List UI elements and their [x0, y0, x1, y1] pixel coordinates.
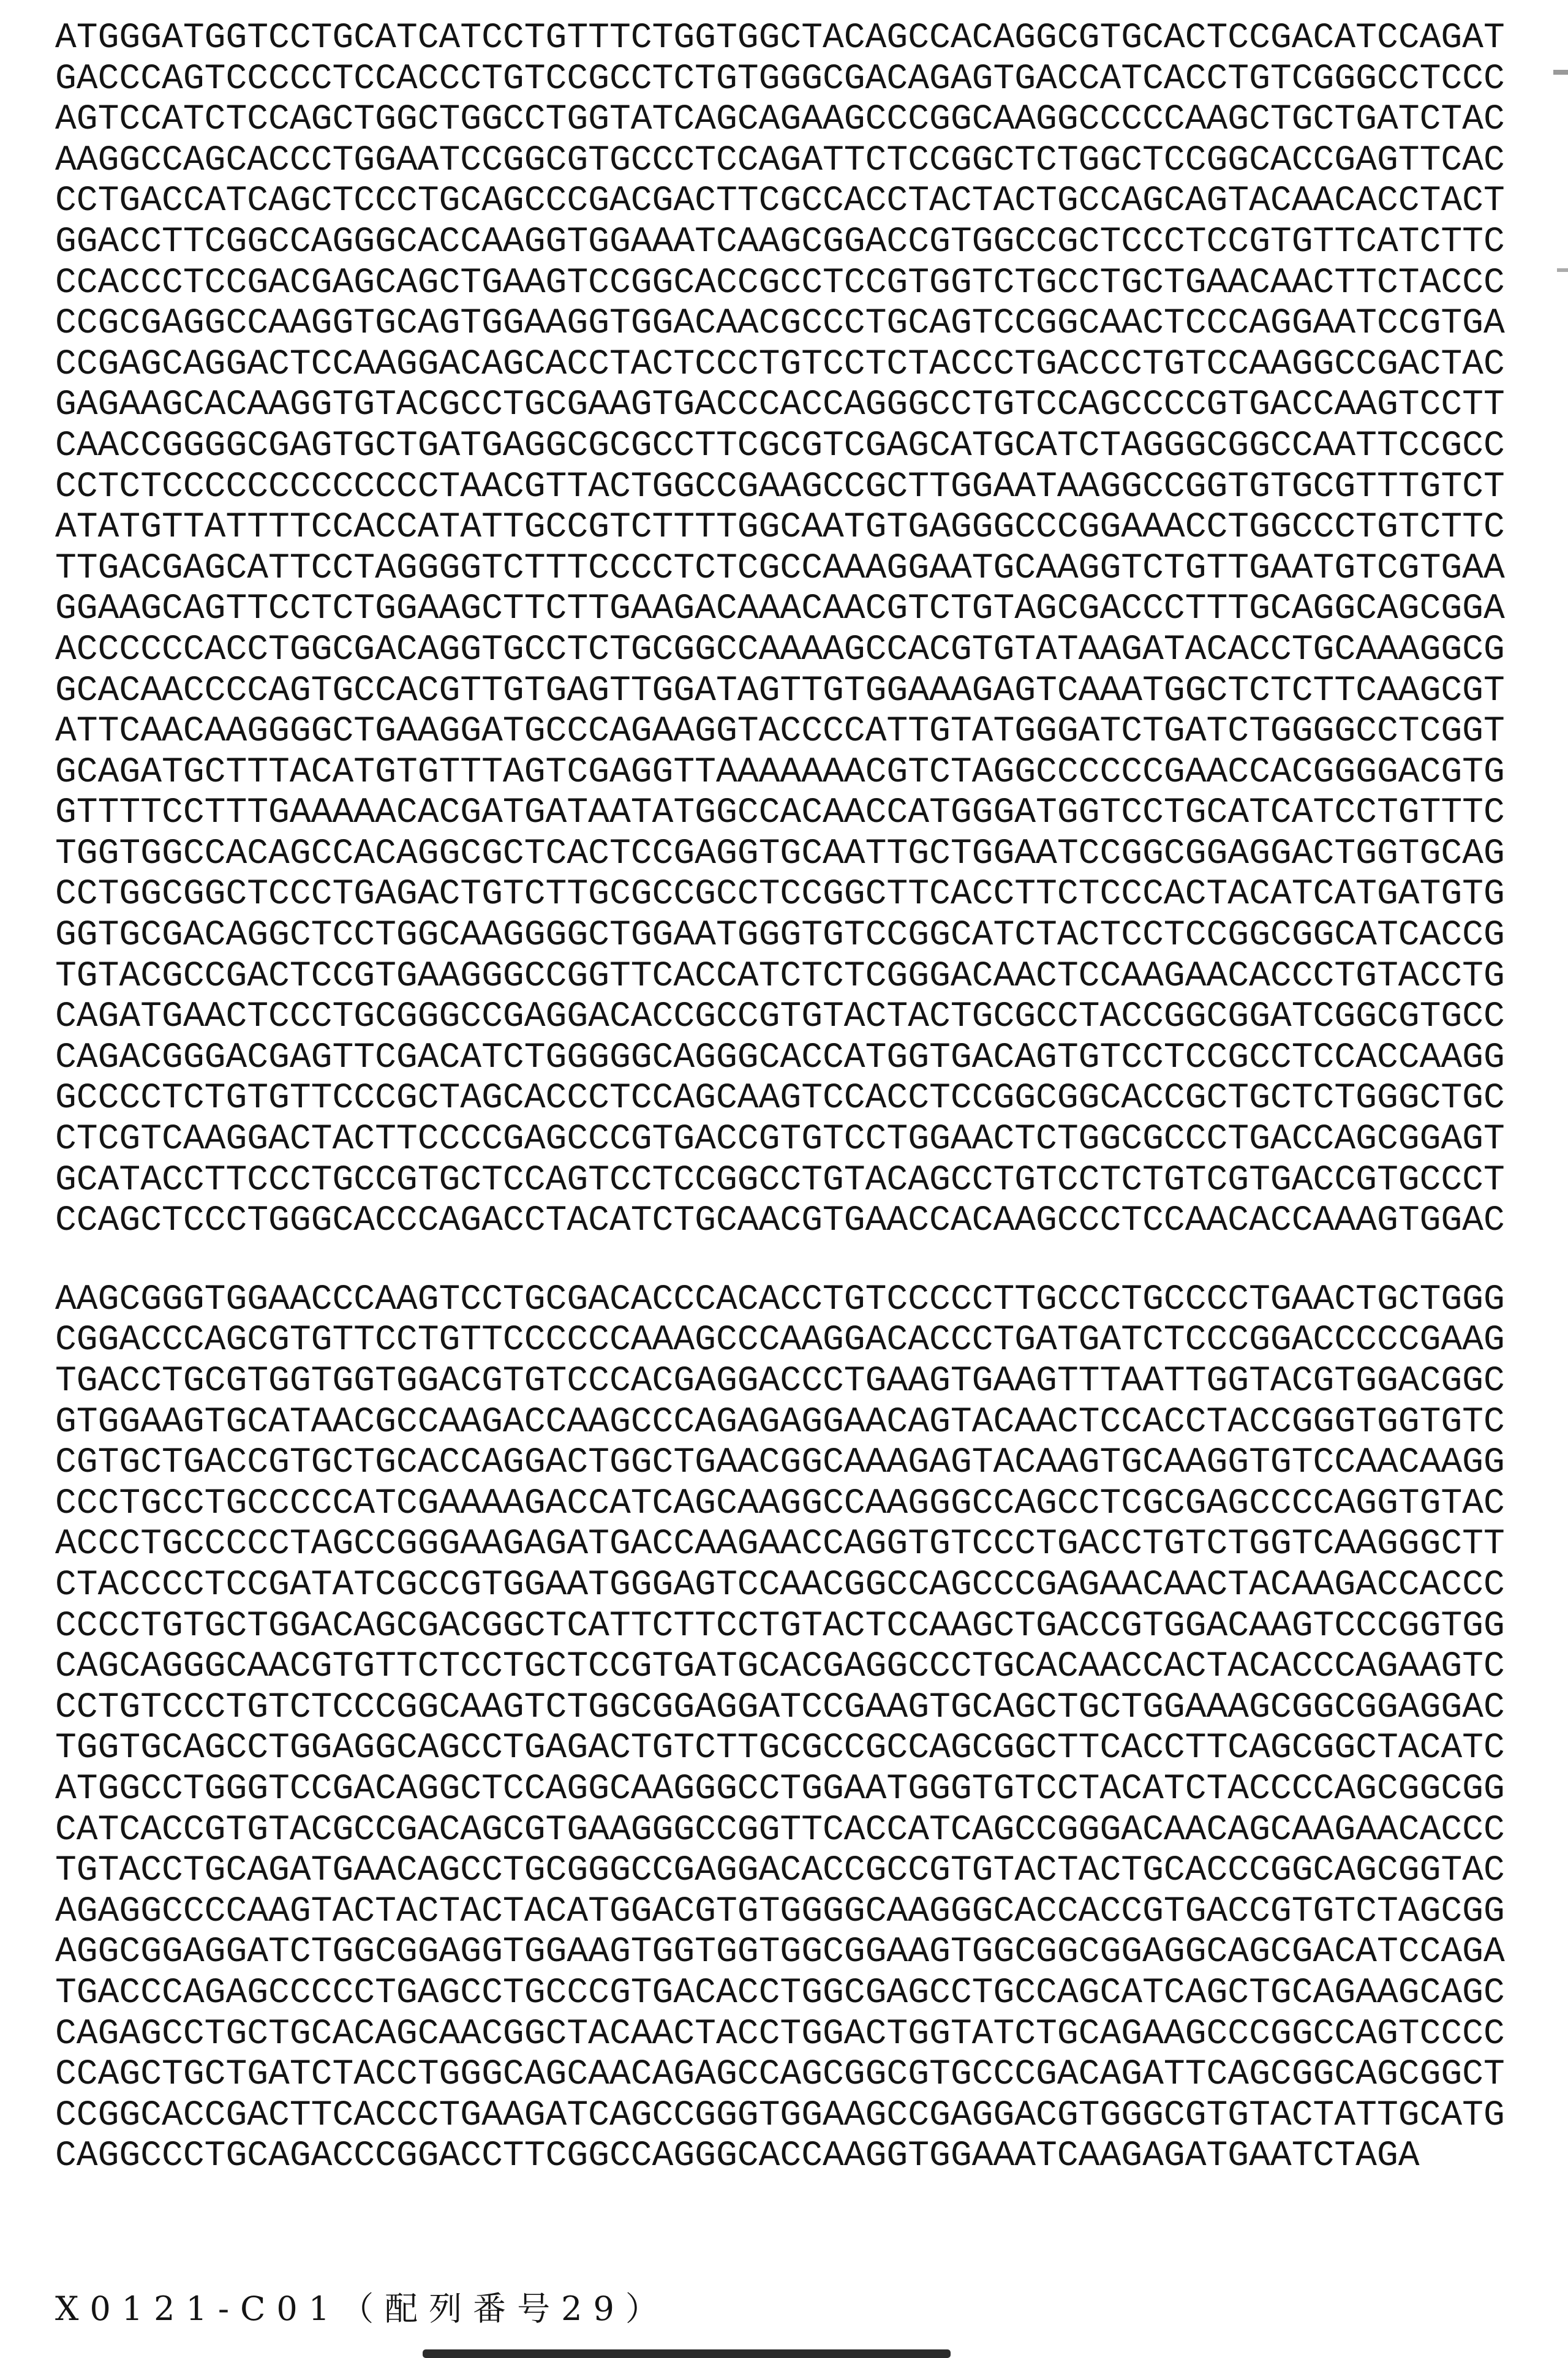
sequence-line: CGTGCTGACCGTGCTGCACCAGGACTGGCTGAACGGCAAAGAGTACAAGTGCAAGGTGTCCAACAAGG — [55, 1443, 1505, 1483]
sequence-line: CCAGCTGCTGATCTACCTGGGCAGCAACAGAGCCAGCGGCGTGCCCGACAGATTCAGCGGCAGCGGCT — [55, 2055, 1505, 2095]
sequence-line: ATTCAACAAGGGGCTGAAGGATGCCCAGAAGGTACCCCATTGTATGGGATCTGATCTGGGGCCTCGGT — [55, 712, 1505, 752]
sequence-line: GCAGATGCTTTACATGTGTTTAGTCGAGGTTAAAAAAACGTCTAGGCCCCCCGAACCACGGGGACGTG — [55, 752, 1505, 793]
scan-artifact-right-edge-2 — [1557, 268, 1568, 272]
sequence-line: AGTCCATCTCCAGCTGGCTGGCCTGGTATCAGCAGAAGCCCGGCAAGGCCCCCAAGCTGCTGATCTAC — [55, 100, 1505, 140]
sequence-line: CCACCCTCCGACGAGCAGCTGAAGTCCGGCACCGCCTCCGTGGTCTGCCTGCTGAACAACTTCTACCC — [55, 263, 1505, 303]
dna-sequence-block-1 — [55, 18, 1568, 1242]
sequence-line: ATGGGATGGTCCTGCATCATCCTGTTTCTGGTGGCTACAGCCACAGGCGTGCACTCCGACATCCAGAT — [55, 18, 1505, 58]
sequence-line: CAGGCCCTGCAGACCCGGACCTTCGGCCAGGGCACCAAGGTGGAAATCAAGAGATGAATCTAGA — [55, 2136, 1420, 2177]
sequence-line: GGTGCGACAGGCTCCTGGCAAGGGGCTGGAATGGGTGTCCGGCATCTACTCCTCCGGCGGCATCACCG — [55, 916, 1505, 956]
sequence-line: AAGCGGGTGGAACCCAAGTCCTGCGACACCCACACCTGTCCCCCTTGCCCTGCCCCTGAACTGCTGGG — [55, 1279, 1505, 1320]
sequence-line: GCCCCTCTGTGTTCCCGCTAGCACCCTCCAGCAAGTCCACCTCCGGCGGCACCGCTGCTCTGGGCTGC — [55, 1079, 1505, 1119]
sequence-line: CCTGACCATCAGCTCCCTGCAGCCCGACGACTTCGCCACCTACTACTGCCAGCAGTACAACACCTACT — [55, 181, 1505, 222]
sequence-line: ACCCCCCACCTGGCGACAGGTGCCTCTGCGGCCAAAAGCCACGTGTATAAGATACACCTGCAAAGGCG — [55, 630, 1505, 670]
sequence-line: CCTGTCCCTGTCTCCCGGCAAGTCTGGCGGAGGATCCGAAGTGCAGCTGCTGGAAAGCGGCGGAGGAC — [55, 1687, 1505, 1728]
sequence-line: CAGCAGGGCAACGTGTTCTCCTGCTCCGTGATGCACGAGGCCCTGCACAACCACTACACCCAGAAGTC — [55, 1647, 1505, 1687]
clone-id-label: X0121-C01（配列番号29） — [55, 2289, 669, 2328]
sequence-line: CAACCGGGGCGAGTGCTGATGAGGCGCGCCTTCGCGTCGAGCATGCATCTAGGGCGGCCAATTCCGCC — [55, 426, 1505, 466]
sequence-line: CCCCTGTGCTGGACAGCGACGGCTCATTCTTCCTGTACTCCAAGCTGACCGTGGACAAGTCCCGGTGG — [55, 1606, 1505, 1646]
sequence-line: GAGAAGCACAAGGTGTACGCCTGCGAAGTGACCCACCAGGGCCTGTCCAGCCCCGTGACCAAGTCCTT — [55, 385, 1505, 426]
sequence-line: AAGGCCAGCACCCTGGAATCCGGCGTGCCCTCCAGATTCTCCGGCTCTGGCTCCGGCACCGAGTTCAC — [55, 140, 1505, 181]
scan-artifact-bottom-smudge — [423, 2349, 951, 2358]
sequence-line: CCGGCACCGACTTCACCCTGAAGATCAGCCGGGTGGAAGCCGAGGACGTGGGCGTGTACTATTGCATG — [55, 2095, 1505, 2136]
sequence-line: ACCCTGCCCCCTAGCCGGGAAGAGATGACCAAGAACCAGGTGTCCCTGACCTGTCTGGTCAAGGGCTT — [55, 1524, 1505, 1565]
sequence-line: CCCTGCCTGCCCCCATCGAAAAGACCATCAGCAAGGCCAAGGGCCAGCCTCGCGAGCCCCAGGTGTAC — [55, 1483, 1505, 1524]
sequence-line: CCTGGCGGCTCCCTGAGACTGTCTTGCGCCGCCTCCGGCTTCACCTTCTCCCACTACATCATGATGTG — [55, 875, 1505, 915]
sequence-line: TGTACGCCGACTCCGTGAAGGGCCGGTTCACCATCTCTCGGGACAACTCCAAGAACACCCTGTACCTG — [55, 956, 1505, 996]
block-gap — [55, 1242, 1568, 1280]
dna-sequence-block-2 — [55, 1280, 1568, 2177]
sequence-line: GCATACCTTCCCTGCCGTGCTCCAGTCCTCCGGCCTGTACAGCCTGTCCTCTGTCGTGACCGTGCCCT — [55, 1160, 1505, 1200]
sequence-line: CCGAGCAGGACTCCAAGGACAGCACCTACTCCCTGTCCTCTACCCTGACCCTGTCCAAGGCCGACTAC — [55, 344, 1505, 385]
sequence-line: TGACCTGCGTGGTGGTGGACGTGTCCCACGAGGACCCTGAAGTGAAGTTTAATTGGTACGTGGACGGC — [55, 1362, 1505, 1401]
sequence-line: GGAAGCAGTTCCTCTGGAAGCTTCTTGAAGACAAACAACGTCTGTAGCGACCCTTTGCAGGCAGCGGA — [55, 589, 1505, 630]
sequence-line: CATCACCGTGTACGCCGACAGCGTGAAGGGCCGGTTCACCATCAGCCGGGACAACAGCAAGAACACCC — [55, 1810, 1505, 1850]
sequence-line: TGTACCTGCAGATGAACAGCCTGCGGGCCGAGGACACCGCCGTGTACTACTGCACCCGGCAGCGGTAC — [55, 1851, 1505, 1891]
sequence-line: GACCCAGTCCCCCTCCACCCTGTCCGCCTCTGTGGGCGACAGAGTGACCATCACCTGTCGGGCCTCCC — [55, 59, 1505, 99]
sequence-line: ATGGCCTGGGTCCGACAGGCTCCAGGCAAGGGCCTGGAATGGGTGTCCTACATCTACCCCAGCGGCGG — [55, 1769, 1505, 1809]
sequence-line: AGAGGCCCCAAGTACTACTACTACATGGACGTGTGGGGCAAGGGCACCACCGTGACCGTGTCTAGCGG — [55, 1891, 1505, 1932]
sequence-line: CCAGCTCCCTGGGCACCCAGACCTACATCTGCAACGTGAACCACAAGCCCTCCAACACCAAAGTGGAC — [55, 1201, 1505, 1241]
sequence-line: CTCGTCAAGGACTACTTCCCCGAGCCCGTGACCGTGTCCTGGAACTCTGGCGCCCTGACCAGCGGAGT — [55, 1120, 1505, 1160]
sequence-line: TGACCCAGAGCCCCCTGAGCCTGCCCGTGACACCTGGCGAGCCTGCCAGCATCAGCTGCAGAAGCAGC — [55, 1973, 1505, 2013]
sequence-line: CAGATGAACTCCCTGCGGGCCGAGGACACCGCCGTGTACTACTGCGCCTACCGGCGGATCGGCGTGCC — [55, 997, 1505, 1038]
sequence-line: GTTTTCCTTTGAAAAACACGATGATAATATGGCCACAACCATGGGATGGTCCTGCATCATCCTGTTTC — [55, 793, 1505, 834]
sequence-line: TTGACGAGCATTCCTAGGGGTCTTTCCCCTCTCGCCAAAGGAATGCAAGGTCTGTTGAATGTCGTGAA — [55, 548, 1505, 589]
scan-artifact-right-edge-1 — [1553, 70, 1568, 75]
sequence-line: CAGACGGGACGAGTTCGACATCTGGGGGCAGGGCACCATGGTGACAGTGTCCTCCGCCTCCACCAAGG — [55, 1038, 1505, 1078]
sequence-line: CAGAGCCTGCTGCACAGCAACGGCTACAACTACCTGGACTGGTATCTGCAGAAGCCCGGCCAGTCCCC — [55, 2014, 1505, 2054]
sequence-line: CTACCCCTCCGATATCGCCGTGGAATGGGAGTCCAACGGCCAGCCCGAGAACAACTACAAGACCACCC — [55, 1565, 1505, 1605]
sequence-line: AGGCGGAGGATCTGGCGGAGGTGGAAGTGGTGGTGGCGGAAGTGGCGGCGGAGGCAGCGACATCCAGA — [55, 1932, 1505, 1973]
sequence-line: ATATGTTATTTTCCACCATATTGCCGTCTTTTGGCAATGTGAGGGCCCGGAAACCTGGCCCTGTCTTC — [55, 508, 1505, 548]
sequence-line: CGGACCCAGCGTGTTCCTGTTCCCCCCAAAGCCCAAGGACACCCTGATGATCTCCCGGACCCCCGAAG — [55, 1320, 1505, 1361]
sequence-line: GGACCTTCGGCCAGGGCACCAAGGTGGAAATCAAGCGGACCGTGGCCGCTCCCTCCGTGTTCATCTTC — [55, 222, 1505, 262]
sequence-line: CCGCGAGGCCAAGGTGCAGTGGAAGGTGGACAACGCCCTGCAGTCCGGCAACTCCCAGGAATCCGTGA — [55, 304, 1505, 344]
sequence-line: TGGTGCAGCCTGGAGGCAGCCTGAGACTGTCTTGCGCCGCCAGCGGCTTCACCTTCAGCGGCTACATC — [55, 1728, 1505, 1769]
sequence-line: GCACAACCCCAGTGCCACGTTGTGAGTTGGATAGTTGTGGAAAGAGTCAAATGGCTCTCTTCAAGCGT — [55, 671, 1505, 711]
sequence-line: CCTCTCCCCCCCCCCCCCTAACGTTACTGGCCGAAGCCGCTTGGAATAAGGCCGGTGTGCGTTTGTCT — [55, 467, 1505, 507]
sequence-line: GTGGAAGTGCATAACGCCAAGACCAAGCCCAGAGAGGAACAGTACAACTCCACCTACCGGGTGGTGTC — [55, 1402, 1505, 1442]
sequence-line: TGGTGGCCACAGCCACAGGCGCTCACTCCGAGGTGCAATTGCTGGAATCCGGCGGAGGACTGGTGCAG — [55, 834, 1505, 874]
